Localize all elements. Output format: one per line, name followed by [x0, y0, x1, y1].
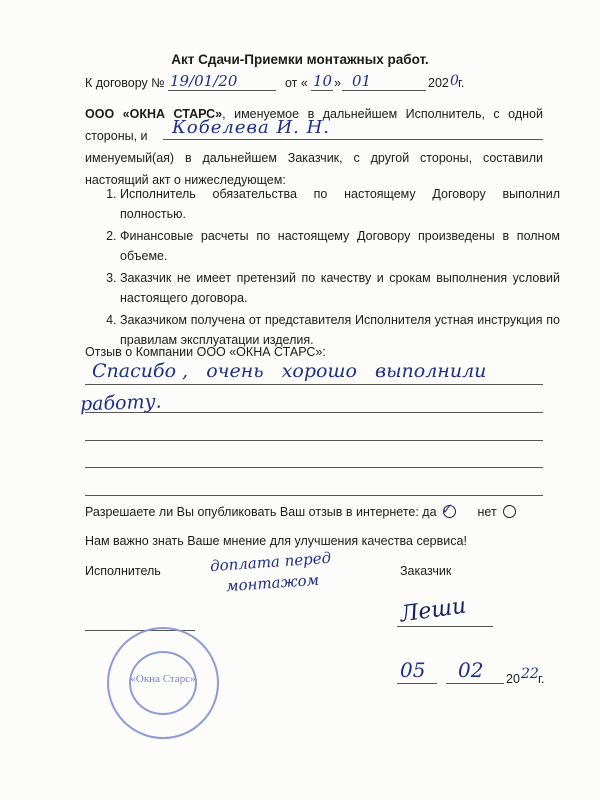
- contract-day: 10: [313, 72, 333, 90]
- contract-number: 19/01/20: [170, 72, 238, 90]
- terms-item: 3. Заказчик не имеет претензий по качеству и срокам выполнения условий настоящего договора.: [120, 268, 560, 308]
- customer-name-line: [163, 139, 543, 140]
- handwritten-note-2: монтажом: [225, 570, 320, 596]
- contract-prefix: К договору №: [85, 76, 165, 90]
- stamp-text: «Окна Старс»: [130, 673, 196, 685]
- customer-name: Кобелева И. Н.: [172, 117, 331, 138]
- review-line-3: [85, 440, 543, 441]
- document-title: Акт Сдачи-Приемки монтажных работ.: [171, 52, 429, 67]
- publish-question-text: Разрешаете ли Вы опубликовать Ваш отзыв в интернете: да: [85, 505, 437, 519]
- signed-year-prefix: 20: [506, 672, 520, 686]
- review-text-line-1: Спасибо , очень хорошо выполнили: [92, 360, 487, 382]
- company-name: ООО «ОКНА СТАРС»: [85, 107, 223, 121]
- executor-label: Исполнитель: [85, 564, 161, 578]
- customer-label: Заказчик: [400, 564, 452, 578]
- contract-day-close: »: [334, 76, 341, 90]
- contract-from-label: от «: [285, 76, 308, 90]
- contract-number-line: [168, 90, 276, 91]
- handwritten-note-1: доплата перед: [209, 548, 332, 576]
- company-stamp: [107, 627, 219, 739]
- radio-yes[interactable]: [441, 501, 456, 518]
- signed-day: 05: [400, 658, 426, 682]
- publish-question: [85, 501, 516, 519]
- contract-day-line: [311, 90, 333, 91]
- feedback-note: Нам важно знать Ваше мнение для улучшения качества сервиса!: [85, 534, 467, 548]
- customer-signature: Леши: [398, 593, 468, 628]
- publish-no-label: нет: [477, 505, 497, 519]
- intro-part2: именуемый(ая) в дальнейшем Заказчик, с другой стороны, составили настоящий акт о нижеследующем:: [85, 151, 543, 187]
- review-line-4: [85, 467, 543, 468]
- review-label: Отзыв о Компании ООО «ОКНА СТАРС»:: [85, 345, 326, 359]
- check-icon: ✓: [441, 501, 454, 518]
- contract-year-prefix: 202: [428, 76, 449, 90]
- contract-year-suffix: 0: [450, 73, 459, 89]
- signed-year-mark: г.: [538, 672, 545, 686]
- signed-month: 02: [458, 658, 484, 682]
- review-text-line-2: работу.: [79, 390, 162, 416]
- signed-day-line: [397, 683, 437, 684]
- signed-year-suffix: 22: [521, 666, 539, 682]
- terms-list: [100, 184, 560, 352]
- contract-year-mark: г.: [458, 76, 465, 90]
- review-line-5: [85, 495, 543, 496]
- contract-month: 01: [352, 72, 372, 90]
- terms-item: 1. Исполнитель обязательства по настоящему Договору выполнил полностью.: [120, 184, 560, 224]
- terms-item: 4. Заказчиком получена от представителя Исполнителя устная инструкция по правилам эксплуатации изделия.: [120, 310, 560, 350]
- terms-item: 2. Финансовые расчеты по настоящему Договору произведены в полном объеме.: [120, 226, 560, 266]
- review-line-1: [85, 384, 543, 385]
- intro-part1: , именуемое в дальнейшем Исполнитель, с одной стороны, и: [85, 107, 543, 143]
- signed-month-line: [446, 683, 504, 684]
- radio-no[interactable]: [503, 505, 516, 518]
- contract-month-line: [342, 90, 426, 91]
